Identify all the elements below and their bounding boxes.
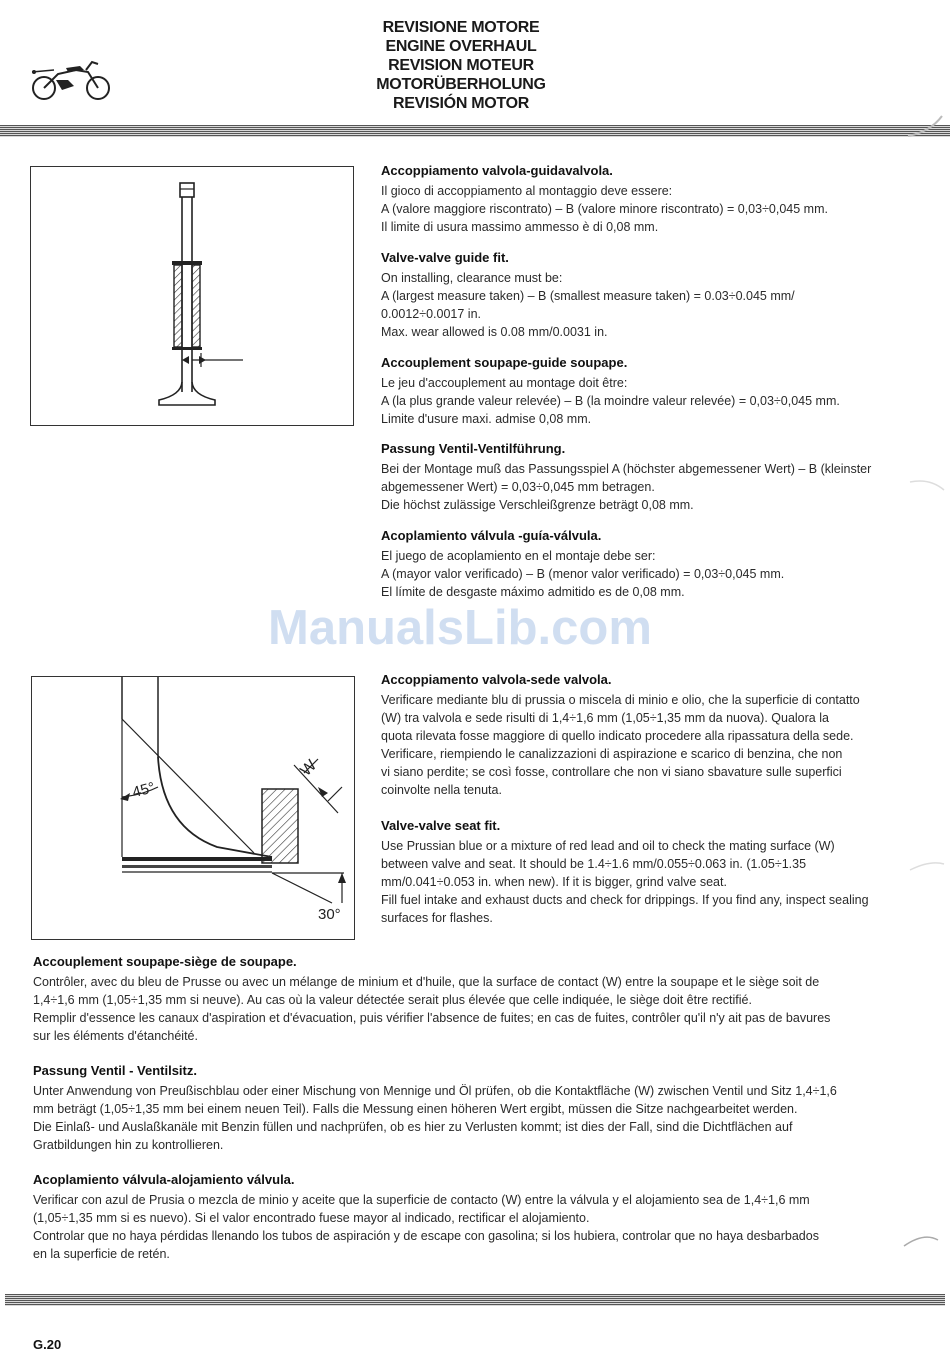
section-line: Controlar que no haya pérdidas llenando los tubos de aspiración y de escape con gasolina; si los hubiera, controlar que no haya desbarbados xyxy=(33,1229,819,1243)
valve-seat-figure xyxy=(31,676,355,940)
section-line: Use Prussian blue or a mixture of red lead and oil to check the mating surface (W) xyxy=(381,839,835,853)
section-line: A (mayor valor verificado) – B (menor valor verificado) = 0,03÷0,045 mm. xyxy=(381,567,785,581)
section-de-valve-seat xyxy=(33,1062,897,1154)
valve-guide-diagram-icon xyxy=(31,167,353,425)
footer-divider-band xyxy=(5,1294,945,1306)
valve-guide-figure xyxy=(30,166,354,426)
header-divider-band xyxy=(0,125,950,137)
section-line: 1,4÷1,6 mm (1,05÷1,35 mm si neuve). Au cas où la valeur détectée serait plus élevée que celle indiquée, le siège doit être rectifié. xyxy=(33,993,752,1007)
section-line: El juego de acoplamiento en el montaje debe ser: xyxy=(381,549,656,563)
section-title: Acoplamiento válvula-alojamiento válvula. xyxy=(33,1172,295,1187)
section-title: Passung Ventil - Ventilsitz. xyxy=(33,1063,197,1078)
section-line: Die höchst zulässige Verschleißgrenze beträgt 0,08 mm. xyxy=(381,498,694,512)
section-es-valve-seat xyxy=(33,1171,897,1263)
section-line: A (la plus grande valeur relevée) – B (la moindre valeur relevée) = 0,03÷0,045 mm. xyxy=(381,394,840,408)
section-it-valve-seat xyxy=(381,671,897,799)
section-line: On installing, clearance must be: xyxy=(381,271,563,285)
section-line: Max. wear allowed is 0.08 mm/0.0031 in. xyxy=(381,325,608,339)
angle-45-label: 45° xyxy=(130,778,157,802)
section-line: Verificar con azul de Prusia o mezcla de minio y aceite que la superficie de contacto (W) entre la válvula y el alojamiento sea de 1,4÷1,6 mm xyxy=(33,1193,810,1207)
section-line: El límite de desgaste máximo admitido es de 0,08 mm. xyxy=(381,585,685,599)
section-line: mm/0.041÷0.053 in. when new). If it is bigger, grind valve seat. xyxy=(381,875,727,889)
section-title: Valve-valve seat fit. xyxy=(381,818,501,833)
section-line: mm beträgt (1,05÷1,35 mm bei einem neuen Teil). Falls die Messung einen höheren Wert ergibt, müssen die Sitze nachgearbeitet werden. xyxy=(33,1102,798,1116)
page-number: G.20 xyxy=(33,1337,62,1352)
section-title: Accouplement soupape-siège de soupape. xyxy=(33,954,297,969)
section-title: Valve-valve guide fit. xyxy=(381,250,509,265)
section-line: surfaces for flashes. xyxy=(381,911,493,925)
valve-seat-diagram-icon xyxy=(32,677,354,939)
width-w-label: W xyxy=(297,757,321,780)
section-fr-valve-seat xyxy=(33,953,897,1045)
section-line: vi siano perdite; se così fosse, controllare che non vi siano sbavature sulle superfici xyxy=(381,765,842,779)
angle-30-label: 30° xyxy=(318,906,341,923)
section-line: quota rilevata fosse maggiore di quello indicato procedere alla ripassatura della sede. xyxy=(381,729,854,743)
section-line: (W) tra valvola e sede risulti di 1,4÷1,6 mm (1,05÷1,35 mm da nuova). Qualora la xyxy=(381,711,829,725)
section-en-valve-guide xyxy=(381,249,897,341)
section-line: sur les éléments d'étanchéité. xyxy=(33,1029,198,1043)
page-curl-icon xyxy=(900,1226,940,1256)
section-line: coinvolte nella tenuta. xyxy=(381,783,502,797)
section-line: Verificare mediante blu di prussia o miscela di minio e olio, che la superficie di contatto xyxy=(381,693,860,707)
motorcycle-icon xyxy=(28,56,114,102)
section-line: A (valore maggiore riscontrato) – B (valore minore riscontrato) = 0,03÷0,045 mm. xyxy=(381,202,828,216)
section-es-valve-guide xyxy=(381,527,897,601)
section-line: Verificare, riempiendo le canalizzazioni di aspirazione e scarico di benzina, che non xyxy=(381,747,843,761)
section-line: Die Einlaß- und Auslaßkanäle mit Benzin füllen und nachprüfen, ob es hier zu Verlusten kommt; ist dies der Fall, sind die Dichtflächen auf xyxy=(33,1120,793,1134)
section-line: Limite d'usure maxi. admise 0,08 mm. xyxy=(381,412,592,426)
section-line: Fill fuel intake and exhaust ducts and check for drippings. If you find any, inspect sealing xyxy=(381,893,869,907)
watermark: ManualsLib.com xyxy=(268,601,652,655)
header-title-de: MOTORÜBERHOLUNG xyxy=(376,76,546,93)
section-it-valve-guide xyxy=(381,162,897,236)
section-title: Accouplement soupape-guide soupape. xyxy=(381,355,628,370)
header-title-fr: REVISION MOTEUR xyxy=(388,57,534,74)
section-line: between valve and seat. It should be 1.4÷1.6 mm/0.055÷0.063 in. (1.05÷1.35 xyxy=(381,857,807,871)
section-line: abgemessener Wert) = 0,03÷0,045 mm betragen. xyxy=(381,480,655,494)
page-curl-icon xyxy=(906,112,946,142)
section-de-valve-guide xyxy=(381,440,897,514)
header-title-es: REVISIÓN MOTOR xyxy=(393,95,529,112)
section-line: Il gioco di accoppiamento al montaggio deve essere: xyxy=(381,184,673,198)
section-line: (1,05÷1,35 mm si es nuevo). Si el valor encontrado fuese mayor al indicado, rectificar el alojamiento. xyxy=(33,1211,590,1225)
section-title: Accoppiamento valvola-sede valvola. xyxy=(381,672,612,687)
section-title: Accoppiamento valvola-guidavalvola. xyxy=(381,163,613,178)
page-curl-icon xyxy=(906,470,946,500)
header-title-it: REVISIONE MOTORE xyxy=(382,19,540,36)
section-line: 0.0012÷0.0017 in. xyxy=(381,307,481,321)
section-line: Il limite di usura massimo ammesso è di 0,08 mm. xyxy=(381,220,659,234)
section-line: Contrôler, avec du bleu de Prusse ou avec un mélange de minium et d'huile, que la surface de contact (W) entre la soupape et le siège soit de xyxy=(33,975,820,989)
section-line: Bei der Montage muß das Passungsspiel A (höchster abgemessener Wert) – B (kleinster xyxy=(381,462,872,476)
section-line: A (largest measure taken) – B (smallest measure taken) = 0.03÷0.045 mm/ xyxy=(381,289,795,303)
section-line: en la superficie de retén. xyxy=(33,1247,170,1261)
section-line: Gratbildungen hin zu kontrollieren. xyxy=(33,1138,224,1152)
section-line: Le jeu d'accouplement au montage doit être: xyxy=(381,376,628,390)
section-title: Passung Ventil-Ventilführung. xyxy=(381,441,566,456)
section-line: Unter Anwendung von Preußischblau oder einer Mischung von Mennige und Öl prüfen, ob die Kontaktfläche (W) zwischen Ventil und Sitz 1,4÷1,6 xyxy=(33,1084,837,1098)
header-titles xyxy=(330,18,592,113)
section-fr-valve-guide xyxy=(381,354,897,428)
header-title-en: ENGINE OVERHAUL xyxy=(385,38,537,55)
section-title: Acoplamiento válvula -guía-válvula. xyxy=(381,528,602,543)
page-curl-icon xyxy=(906,850,946,880)
section-line: Remplir d'essence les canaux d'aspiration et d'évacuation, puis vérifier l'absence de fuites; en cas de fuites, contrôler qu'il n'y ait pas de bavures xyxy=(33,1011,831,1025)
section-en-valve-seat xyxy=(381,817,897,927)
